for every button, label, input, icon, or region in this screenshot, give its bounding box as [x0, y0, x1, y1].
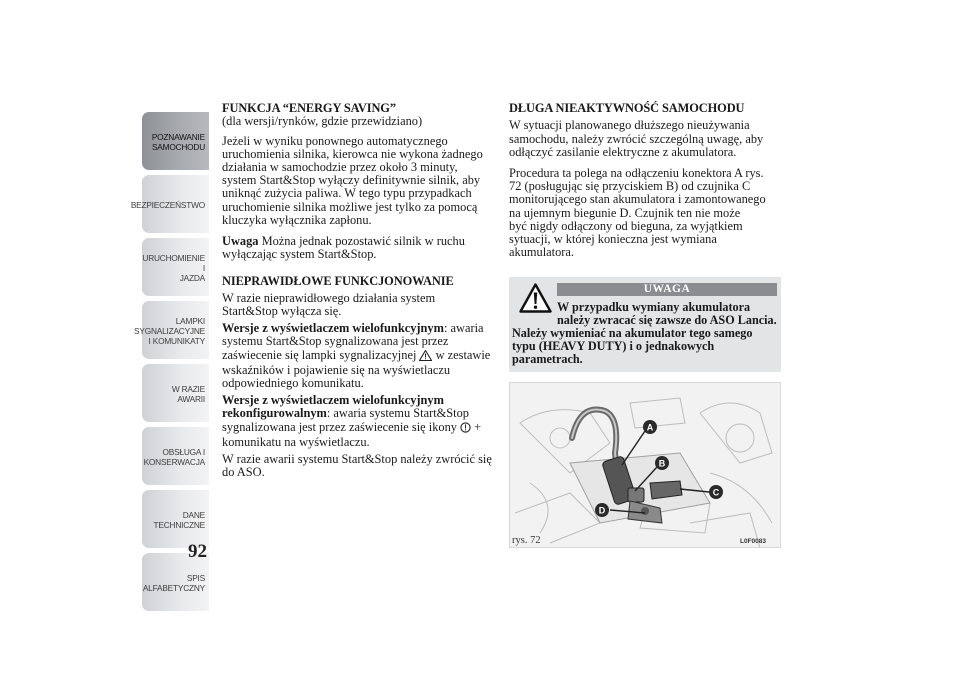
warning-text-line1: W przypadku wymiany akumulatora należy zwracać się zawsze do ASO Lancia. [557, 300, 777, 328]
note-paragraph [222, 235, 496, 261]
section-title-energy-saving: FUNKCJA “ENERGY SAVING” [222, 101, 396, 115]
section-title-malfunction: NIEPRAWIDŁOWE FUNKCJONOWANIE [222, 274, 454, 289]
warning-title: UWAGA [557, 283, 777, 296]
callout-d: D [598, 505, 606, 516]
note-text: Można jednak pozostawić silnik w ruchu wyłączając system Start&Stop. [222, 234, 465, 262]
warning-text-line2: Należy wymieniać na akumulator tego samego typu (HEAVY DUTY) i o jednakowych parametrach. [512, 326, 753, 367]
tab-label: DANE TECHNICZNE [153, 510, 205, 530]
multifunction-text-b: w zestawie wskaźników i pojawienie się na wyświetlaczu odpowiedniego komunikatu. [222, 347, 491, 391]
section-subtitle: (dla wersji/rynków, gdzie przewidziano) [222, 114, 423, 129]
right-column [509, 102, 781, 267]
paragraph-disconnect-battery: W sytuacji planowanego dłuższego nieużywania samochodu, należy zwrócić szczególną uwagę, aby odłączyć zasilanie elektryczne z akumulatora. [509, 118, 764, 159]
warning-text [512, 301, 778, 366]
figure-caption: rys. 72 [512, 535, 541, 546]
note-label: Uwaga [222, 234, 259, 249]
tab-label: OBSŁUGA I KONSERWACJA [143, 447, 205, 467]
figure-code: L0F0083 [740, 538, 767, 545]
paragraph-malfunction: W razie nieprawidłowego działania system Start&Stop wyłącza się. [222, 290, 436, 319]
paragraph-procedure: Procedura ta polega na odłączeniu konektora A rys. 72 (posługując się przyciskiem B) od czujnika C monitorującego stan akumulatora i zamontowanego na ujemnym biegunie D. Czujnik ten nie może być nigdy odłączony od bieguna, za wyjątkiem sytuacji, w której konieczna jest wymiana akumulatora. [509, 166, 766, 260]
paragraph-reconfigurable-display [222, 394, 496, 449]
tab-w-razie-awarii[interactable] [142, 364, 209, 422]
multifunction-label: Wersje z wyświetlaczem wielofunkcyjnym [222, 321, 444, 336]
paragraph-multifunction-display [222, 322, 496, 390]
tab-label: URUCHOMIENIE I JAZDA [142, 253, 205, 283]
multifunction-text-a: : awaria systemu Start&Stop sygnalizowana jest przez zaświecenie się lampki sygnalizacyjnej [222, 321, 484, 362]
tab-dane-techniczne[interactable] [142, 490, 209, 548]
tab-label: LAMPKI SYGNALIZACYJNE I KOMUNIKATY [134, 316, 205, 346]
left-column [222, 102, 496, 487]
failure-circle-icon [460, 422, 471, 436]
paragraph-energy-saving: Jeżeli w wyniku ponownego automatycznego uruchomienia silnika, kierowca nie wykona żadnego działania w samochodzie przez około 3 minuty, system Start&Stop wyłączy definitywnie silnik, aby uniknąć zużycia paliwa. W tego typu przypadkach uruchomienie silnika możliwe jest tylko za pomocą kluczyka wyłącznika zapłonu. [222, 133, 483, 227]
battery-figure [509, 382, 781, 548]
callout-a: A [646, 422, 654, 433]
tab-poznawanie-samochodu[interactable] [142, 112, 209, 170]
page-number: 92 [188, 541, 207, 562]
reconfigurable-text-b: + komunikatu na wyświetlaczu. [222, 419, 482, 449]
paragraph-contact-aso: W razie awarii systemu Start&Stop należy zwrócić się do ASO. [222, 452, 492, 480]
warning-box [509, 277, 781, 372]
tab-bezpieczenstwo[interactable] [130, 175, 209, 233]
tab-label: W RAZIE AWARII [171, 384, 205, 404]
tab-uruchomienie-i-jazda[interactable] [142, 238, 209, 296]
tab-label: POZNAWANIE SAMOCHODU [151, 132, 205, 152]
tab-lampki-sygnalizacyjne[interactable] [134, 301, 209, 359]
callout-c: C [712, 487, 720, 498]
callout-b: B [658, 458, 666, 469]
battery-connector-illustration [510, 383, 781, 548]
tab-label: SPIS ALFABETYCZNY [142, 573, 205, 593]
reconfigurable-label: Wersje z wyświetlaczem wielofunkcyjnym rekonfigurowalnym [222, 393, 444, 421]
section-title-long-inactivity: DŁUGA NIEAKTYWNOŚĆ SAMOCHODU [509, 101, 745, 115]
tab-obsluga-i-konserwacja[interactable] [142, 427, 209, 485]
reconfigurable-text-a: : awaria systemu Start&Stop sygnalizowana jest przez zaświecenie się ikony [222, 406, 470, 434]
tab-label: BEZPIECZEŃSTWO [130, 200, 205, 210]
warning-triangle-icon [419, 350, 432, 364]
